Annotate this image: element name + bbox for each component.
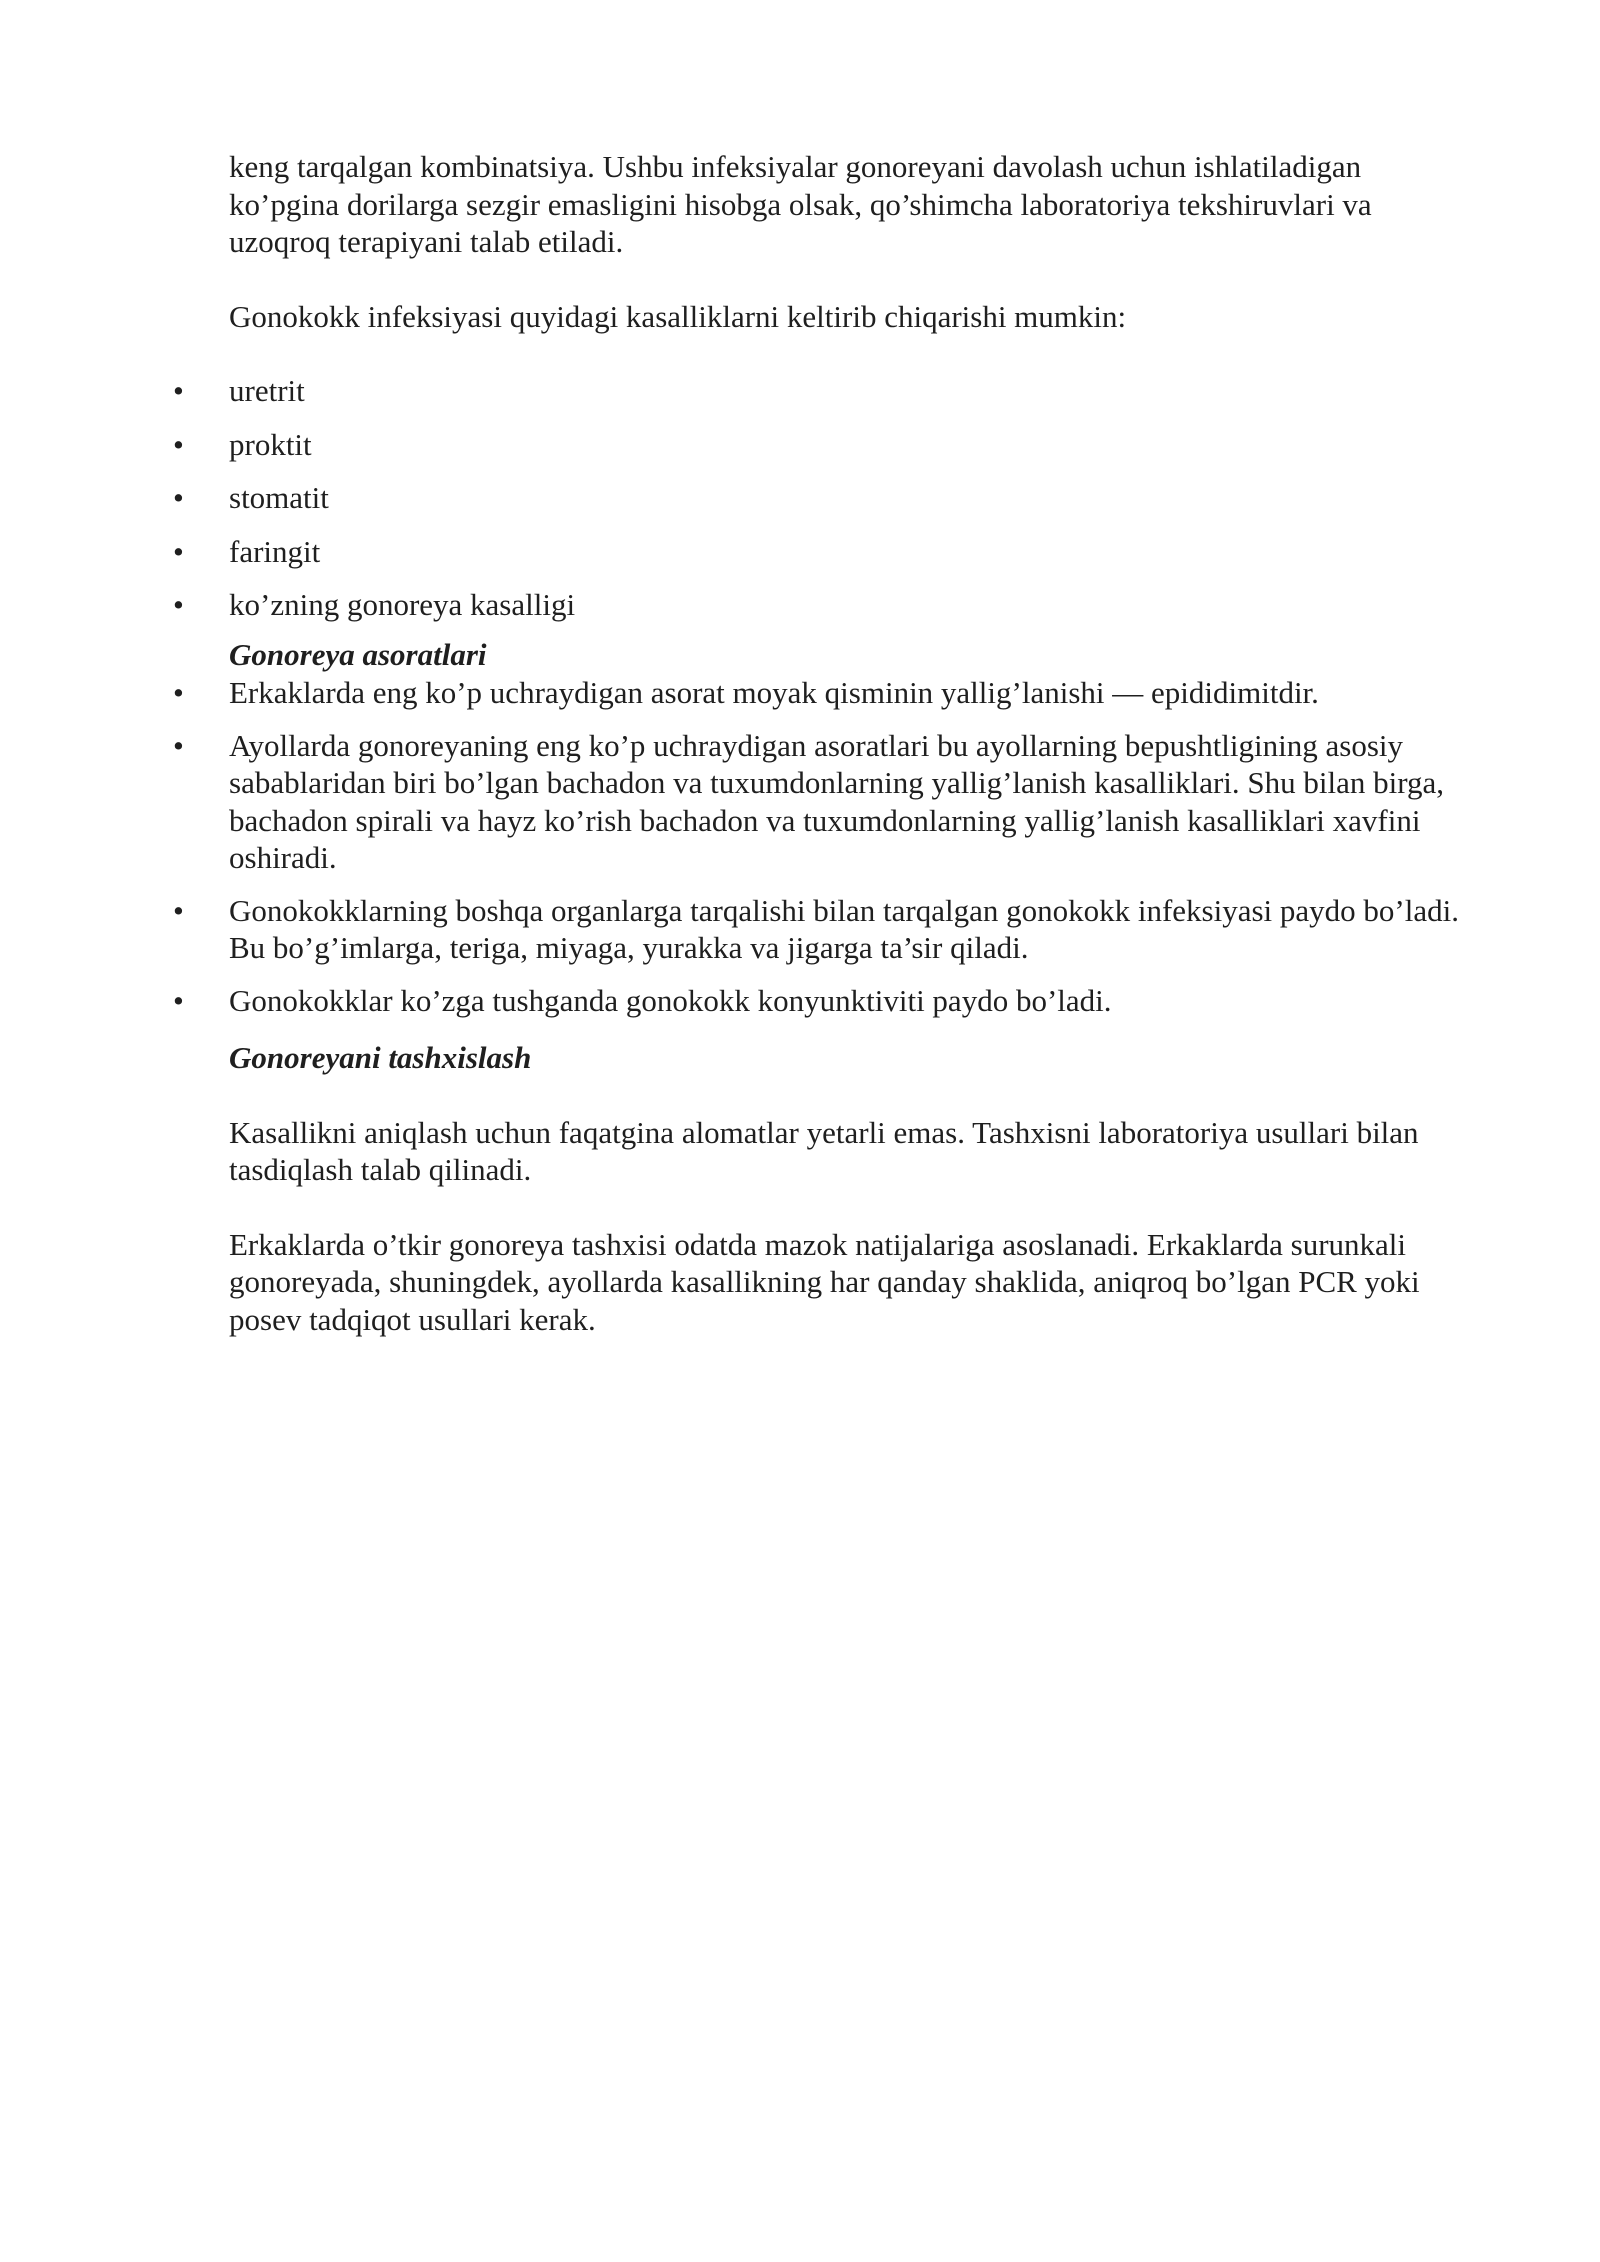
list-item: • Gonokokklarning boshqa organlarga tarqalishi bilan tarqalgan gonokokk infeksiyasi paydo bo’ladi. Bu bo’g’imlarga, teriga, miyaga, yurakka va jigarga ta’sir qiladi.	[229, 892, 1479, 967]
diseases-intro: Gonokokk infeksiyasi quyidagi kasalliklarni keltirib chiqarishi mumkin:	[229, 298, 1127, 334]
complications-heading: Gonoreya asoratlari	[229, 636, 487, 672]
document-body	[229, 148, 1479, 1338]
diagnosis-paragraph: Kasallikni aniqlash uchun faqatgina alomatlar yetarli emas. Tashxisni laboratoriya usullari bilan tasdiqlash talab qilinadi.	[229, 1114, 1419, 1187]
diseases-list	[229, 372, 1479, 624]
paragraph-continuation: keng tarqalgan kombinatsiya. Ushbu infeksiyalar gonoreyani davolash uchun ishlatiladigan ko’pgina dorilarga sezgir emasligini hisobga olsak, qo’shimcha laboratoriya tekshiruvlari va uzoqroq terapiyani talab etiladi.	[229, 149, 1372, 259]
list-item: • ko’zning gonoreya kasalligi	[229, 586, 1479, 624]
list-item: • proktit	[229, 426, 1479, 464]
list-item: • Gonokokklar ko’zga tushganda gonokokk konyunktiviti paydo bo’ladi.	[229, 982, 1479, 1020]
list-item: • Ayollarda gonoreyaning eng ko’p uchraydigan asoratlari bu ayollarning bepushtligining asosiy sabablaridan biri bo’lgan bachadon va tuxumdonlarning yallig’lanish kasalliklari. Shu bilan birga, bachadon spirali va hayz ko’rish bachadon va tuxumdonlarning yallig’lanish kasalliklari xavfini oshiradi.	[229, 727, 1479, 877]
list-item: • faringit	[229, 533, 1479, 571]
complications-list	[229, 674, 1479, 1019]
list-item: • Erkaklarda eng ko’p uchraydigan asorat moyak qisminin yallig’lanishi — epididimitdir.	[229, 674, 1479, 712]
list-item: • uretrit	[229, 372, 1479, 410]
diagnosis-paragraph: Erkaklarda o’tkir gonoreya tashxisi odatda mazok natijalariga asoslanadi. Erkaklarda surunkali gonoreyada, shuningdek, ayollarda kasallikning har qanday shaklida, aniqroq bo’lgan PCR yoki posev tadqiqot usullari kerak.	[229, 1226, 1420, 1337]
list-item: • stomatit	[229, 479, 1479, 517]
diagnosis-heading: Gonoreyani tashxislash	[229, 1040, 532, 1075]
